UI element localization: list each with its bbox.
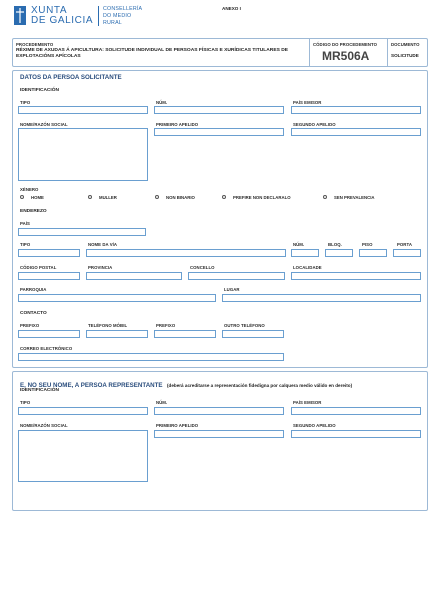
- radio-gender-1[interactable]: [88, 195, 92, 199]
- dept-line-2: DO MEDIO: [103, 13, 132, 19]
- input-issuer-country[interactable]: [291, 106, 421, 114]
- representative-section-title: [20, 374, 352, 392]
- applicant-section-title: DATOS DA PERSOA SOLICITANTE: [20, 74, 122, 81]
- logo-line-1: XUNTA: [31, 5, 68, 16]
- label-road-type: TIPO: [20, 242, 31, 247]
- input-road-type[interactable]: [18, 249, 80, 257]
- label-prefix-2: PREFIXO: [156, 323, 176, 328]
- rep-input-type[interactable]: [18, 407, 148, 415]
- radio-label-gender-3: PREFIRE NON DECLARALO: [233, 195, 291, 200]
- input-prefix-2[interactable]: [154, 330, 216, 338]
- rep-label-second-surname: SEGUNDO APELIDO: [293, 423, 336, 428]
- label-first-surname: PRIMEIRO APELIDO: [156, 122, 199, 127]
- input-door[interactable]: [393, 249, 421, 257]
- input-block[interactable]: [325, 249, 353, 257]
- document-value: SOLICITUDE: [391, 53, 419, 58]
- label-number: NÚM.: [293, 242, 305, 247]
- label-prefix: PREFIXO: [20, 323, 40, 328]
- input-mobile[interactable]: [86, 330, 148, 338]
- procedure-code-label: CÓDIGO DO PROCEDEMENTO: [313, 42, 378, 47]
- rep-identification-heading: IDENTIFICACIÓN: [20, 388, 59, 393]
- dept-line-1: CONSELLERÍA: [103, 6, 143, 12]
- label-second-surname: SEGUNDO APELIDO: [293, 122, 336, 127]
- procedure-title: RÉXIME DE AXUDAS Á APICULTURA: SOLICITUDE INDIVIDUAL DE PERSOAS FÍSICAS E XURÍDICAS TITULARES DE EXPLOTACIÓNS APÍCOLAS: [16, 48, 288, 59]
- input-num[interactable]: [154, 106, 284, 114]
- input-prefix[interactable]: [18, 330, 80, 338]
- rep-input-num[interactable]: [154, 407, 284, 415]
- label-gender: XÉNERO: [20, 187, 39, 192]
- procedure-label: PROCEDEMENTO: [16, 42, 54, 47]
- applicant-identification-heading: IDENTIFICACIÓN: [20, 88, 59, 93]
- dept-line-3: RURAL: [103, 20, 122, 26]
- annex-label: ANEXO I: [222, 6, 241, 11]
- label-locality: LOCALIDADE: [293, 265, 322, 270]
- input-email[interactable]: [18, 353, 284, 361]
- procedure-divider-2: [387, 38, 388, 67]
- radio-gender-3[interactable]: [222, 195, 226, 199]
- input-other-phone[interactable]: [222, 330, 284, 338]
- label-province: PROVINCIA: [88, 265, 113, 270]
- rep-input-first-surname[interactable]: [154, 430, 284, 438]
- rep-input-name[interactable]: [18, 430, 148, 482]
- rep-label-name: NOME/RAZÓN SOCIAL: [20, 423, 68, 428]
- label-place: LUGAR: [224, 287, 240, 292]
- input-council[interactable]: [188, 272, 285, 280]
- radio-gender-4[interactable]: [323, 195, 327, 199]
- label-postal-code: CÓDIGO POSTAL: [20, 265, 57, 270]
- input-type[interactable]: [18, 106, 148, 114]
- radio-gender-0[interactable]: [20, 195, 24, 199]
- input-place[interactable]: [222, 294, 421, 302]
- representative-title: E, NO SEU NOME, A PERSOA REPRESENTANTE: [20, 382, 163, 389]
- document-label: DOCUMENTO: [391, 42, 420, 47]
- input-second-surname[interactable]: [291, 128, 421, 136]
- rep-label-num: NÚM.: [156, 400, 168, 405]
- input-postal-code[interactable]: [18, 272, 80, 280]
- xunta-logo: [14, 5, 154, 29]
- radio-label-gender-0: HOME: [31, 195, 44, 200]
- logo-line-2: DE GALICIA: [31, 15, 94, 26]
- label-council: CONCELLO: [190, 265, 215, 270]
- representative-note: (deberá acreditarse a representación fidedigna por calquera medio válido en dereito): [167, 383, 353, 388]
- rep-label-issuer-country: PAÍS EMISOR: [293, 400, 322, 405]
- label-num: NÚM.: [156, 100, 168, 105]
- xunta-emblem-icon: [14, 6, 26, 25]
- label-issuer-country: PAÍS EMISOR: [293, 100, 322, 105]
- input-name[interactable]: [18, 128, 148, 181]
- rep-input-second-surname[interactable]: [291, 430, 421, 438]
- label-parish: PARROQUIA: [20, 287, 47, 292]
- label-name: NOME/RAZÓN SOCIAL: [20, 122, 68, 127]
- radio-label-gender-2: NON BINARIO: [166, 195, 195, 200]
- radio-label-gender-1: MULLER: [99, 195, 117, 200]
- input-first-surname[interactable]: [154, 128, 284, 136]
- procedure-divider-1: [309, 38, 310, 67]
- rep-input-issuer-country[interactable]: [291, 407, 421, 415]
- input-number[interactable]: [291, 249, 319, 257]
- input-locality[interactable]: [291, 272, 421, 280]
- radio-label-gender-4: SEN PREVALENCIA: [334, 195, 375, 200]
- rep-label-first-surname: PRIMEIRO APELIDO: [156, 423, 199, 428]
- label-type: TIPO: [20, 100, 31, 105]
- logo-divider: [98, 6, 99, 26]
- label-floor: PISO: [362, 242, 373, 247]
- input-country[interactable]: [18, 228, 146, 236]
- label-country: PAÍS: [20, 221, 30, 226]
- label-block: BLOQ.: [328, 242, 342, 247]
- applicant-panel: [12, 70, 428, 368]
- procedure-code: MR506A: [322, 49, 370, 63]
- contact-heading: CONTACTO: [20, 311, 47, 316]
- label-other-phone: OUTRO TELÉFONO: [224, 323, 265, 328]
- radio-gender-2[interactable]: [155, 195, 159, 199]
- input-parish[interactable]: [18, 294, 216, 302]
- input-province[interactable]: [86, 272, 182, 280]
- input-road-name[interactable]: [86, 249, 286, 257]
- label-road-name: NOME DA VÍA: [88, 242, 118, 247]
- label-door: PORTA: [397, 242, 412, 247]
- label-mobile: TELÉFONO MÓBIL: [88, 323, 128, 328]
- label-email: CORREO ELECTRÓNICO: [20, 346, 73, 351]
- input-floor[interactable]: [359, 249, 387, 257]
- address-heading: ENDEREZO: [20, 209, 47, 214]
- rep-label-type: TIPO: [20, 400, 31, 405]
